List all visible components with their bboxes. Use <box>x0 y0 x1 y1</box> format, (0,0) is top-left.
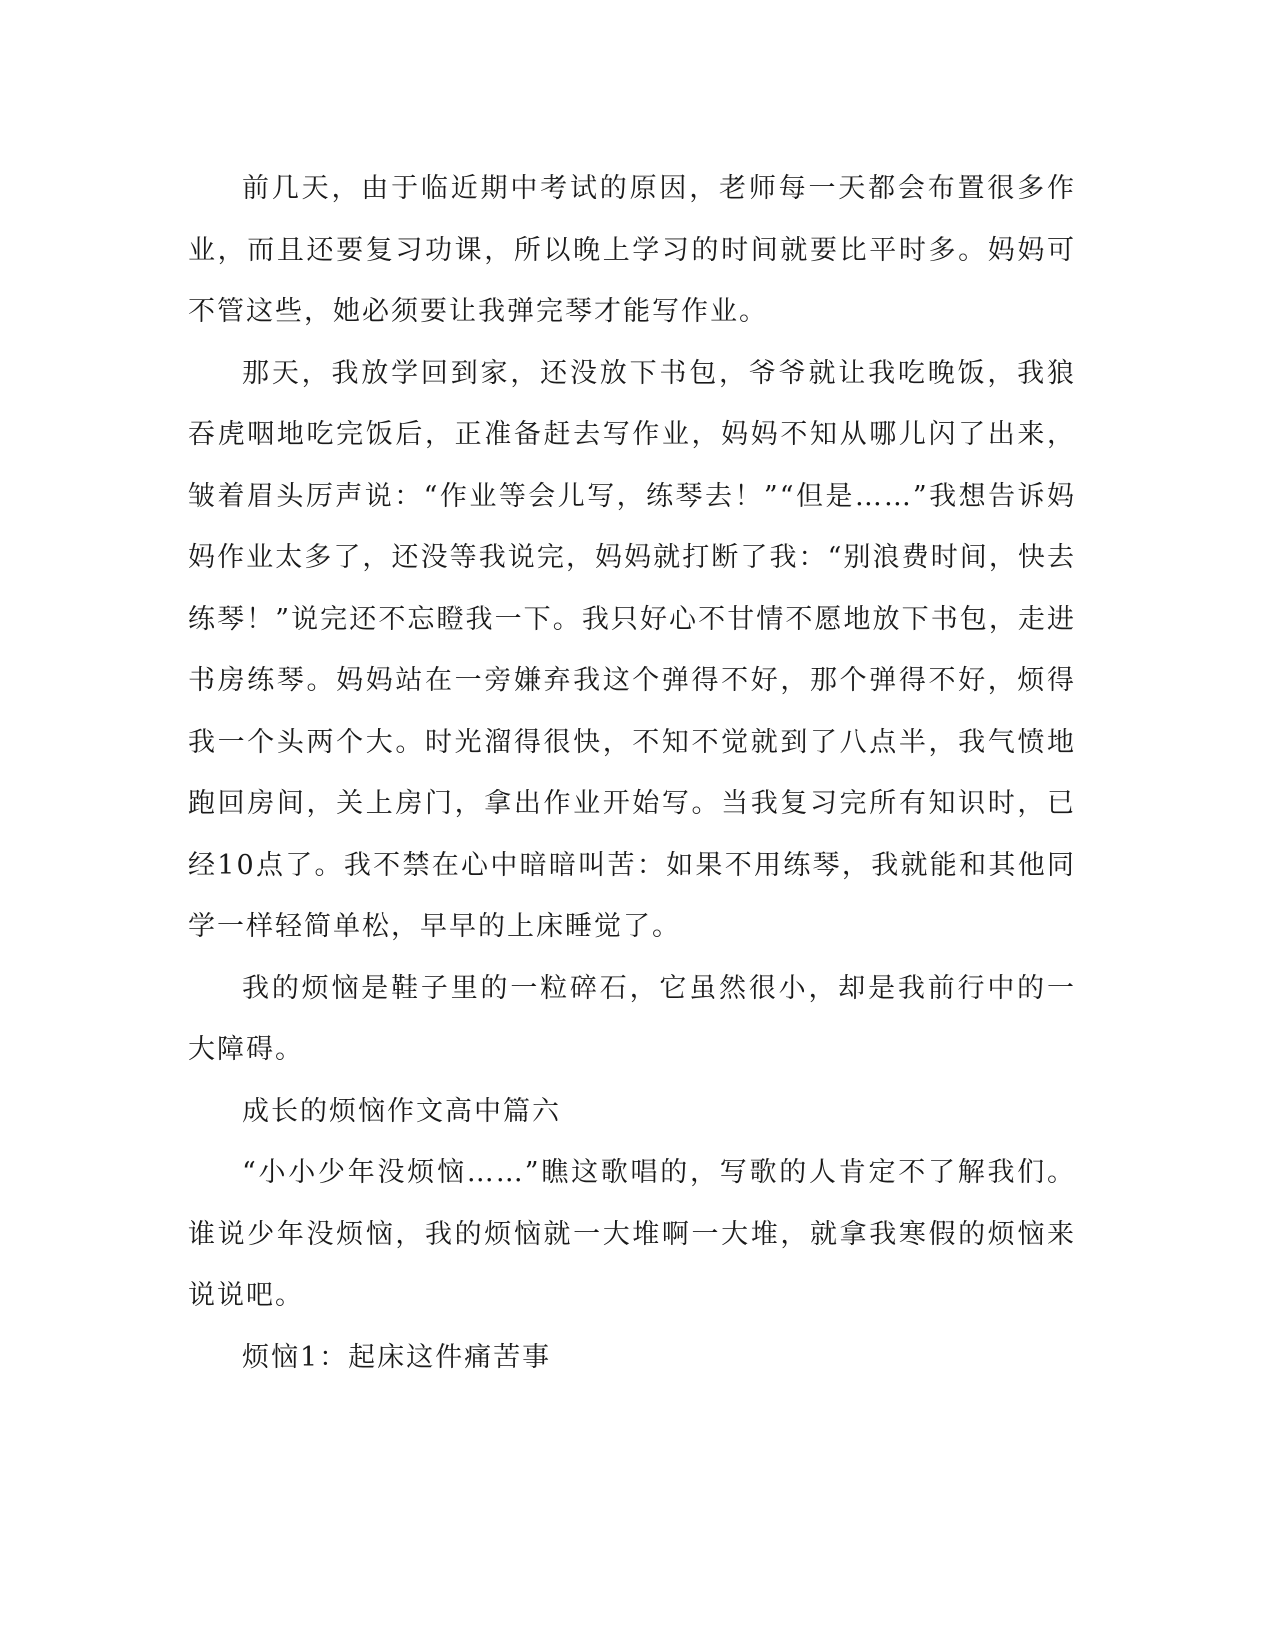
paragraph-exam-homework: 前几天，由于临近期中考试的原因，老师每一天都会布置很多作业，而且还要复习功课，所以晚上学习的时间就要比平时多。妈妈可不管这些，她必须要让我弹完琴才能写作业。 <box>188 173 1076 327</box>
subheading-worry-1: 烦恼1：起床这件痛苦事 <box>242 1341 552 1373</box>
section-title: 成长的烦恼作文高中篇六 <box>242 1095 561 1127</box>
document-body <box>188 158 1076 1388</box>
paragraph-song-intro: “小小少年没烦恼……”瞧这歌唱的，写歌的人肯定不了解我们。谁说少年没烦恼，我的烦恼就一大堆啊一大堆，就拿我寒假的烦恼来说说吧。 <box>188 1157 1076 1311</box>
paragraph-piano-practice: 那天，我放学回到家，还没放下书包，爷爷就让我吃晚饭，我狼吞虎咽地吃完饭后，正准备赶去写作业，妈妈不知从哪儿闪了出来，皱着眉头厉声说：“作业等会儿写，练琴去！”“但是……”我想告诉妈妈作业太多了，还没等我说完，妈妈就打断了我：“别浪费时间，快去练琴！”说完还不忘瞪我一下。我只好心不甘情不愿地放下书包，走进书房练琴。妈妈站在一旁嫌弃我这个弹得不好，那个弹得不好，烦得我一个头两个大。时光溜得很快，不知不觉就到了八点半，我气愤地跑回房间，关上房门，拿出作业开始写。当我复习完所有知识时，已经10点了。我不禁在心中暗暗叫苦：如果不用练琴，我就能和其他同学一样轻简单松，早早的上床睡觉了。 <box>188 357 1076 942</box>
paragraph-pebble-metaphor: 我的烦恼是鞋子里的一粒碎石，它虽然很小，却是我前行中的一大障碍。 <box>188 972 1076 1065</box>
